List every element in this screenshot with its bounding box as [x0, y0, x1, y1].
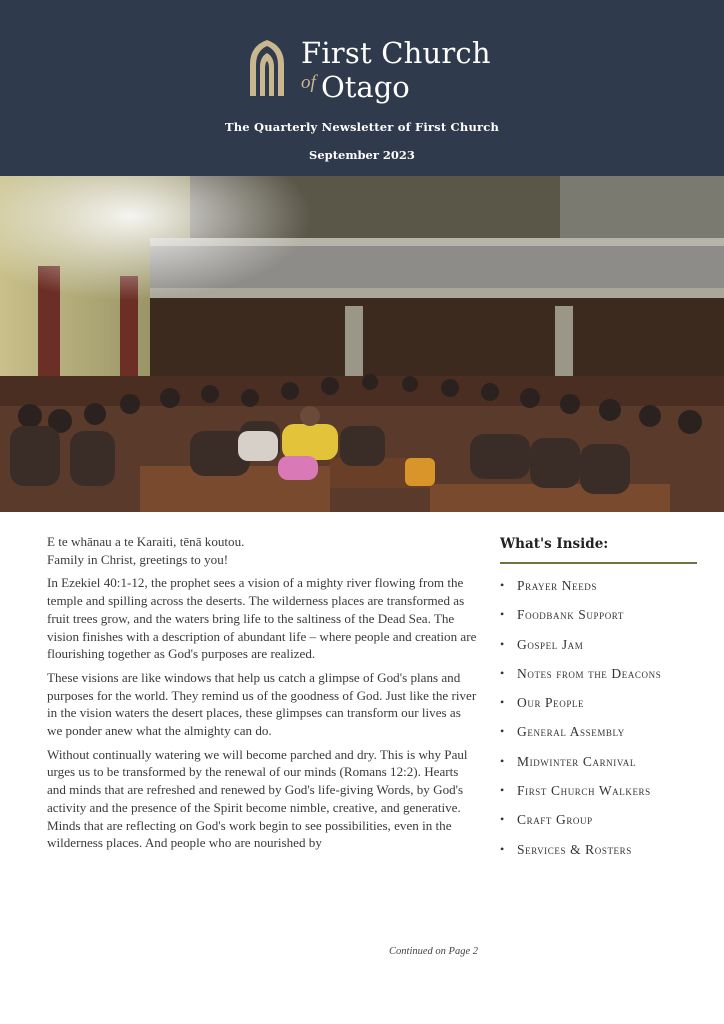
contents-item[interactable]: • General Assembly: [500, 724, 661, 753]
greeting-english: Family in Christ, greetings to you!: [47, 551, 229, 567]
contents-item[interactable]: • First Church Walkers: [500, 783, 661, 812]
logo-title: First Church: [301, 36, 491, 70]
divider: [500, 562, 697, 564]
contents-list: [500, 578, 661, 871]
contents-item[interactable]: • Notes from the Deacons: [500, 666, 661, 695]
contents-item[interactable]: • Gospel Jam: [500, 637, 661, 666]
logo-of: of: [301, 72, 316, 93]
paragraph: Without continually watering we will become parched and dry. This is why Paul urges us to be transformed by the renewal of our minds (Romans 12:2). Hearts and minds that are refreshed and renewed by God's life-giving Words, by God's activity and the presence of the Spirit become nimble, creative, and generative. Minds that are reflecting on God's work begin to see possibilities, even in the wilderness places. And people who are nourished by: [47, 746, 468, 851]
paragraph: In Ezekiel 40:1-12, the prophet sees a vision of a mighty river flowing from the temple and spilling across the deserts. The wilderness places are transformed as fruit trees grow, and the waters bring life to the saltiness of the Dead Sea. The vision finishes with a description of abundant life – where people and creation are flourishing together as God's purposes are realized.: [47, 575, 477, 662]
logo-subtitle: Otago: [321, 70, 410, 104]
congregation-photo: [0, 176, 724, 512]
contents-item[interactable]: • Prayer Needs: [500, 578, 661, 607]
contents-item[interactable]: • Craft Group: [500, 812, 661, 841]
paragraph: These visions are like windows that help us catch a glimpse of God's plans and purposes for the world. They remind us of the goodness of God. Just like the river in the vision waters the desert places, these glimpses can transform our lives as we ponder anew what the almighty can do.: [47, 669, 477, 739]
contents-item[interactable]: • Services & Rosters: [500, 842, 661, 871]
continued-link[interactable]: Continued on Page 2: [389, 946, 478, 957]
newsletter-tagline: The Quarterly Newsletter of First Church: [224, 120, 500, 134]
contents-item[interactable]: • Midwinter Carnival: [500, 754, 661, 783]
church-logo: [248, 36, 491, 104]
greeting-maori: E te whānau a te Karaiti, tēnā koutou.: [47, 534, 245, 549]
gothic-window-icon: [248, 38, 286, 98]
greeting: [47, 533, 477, 568]
whats-inside-heading: What's Inside:: [500, 536, 609, 552]
issue-date: September 2023: [309, 148, 415, 162]
masthead: [0, 0, 724, 176]
contents-item[interactable]: • Foodbank Support: [500, 607, 661, 636]
contents-item[interactable]: • Our People: [500, 695, 661, 724]
editorial-article: [47, 533, 477, 858]
